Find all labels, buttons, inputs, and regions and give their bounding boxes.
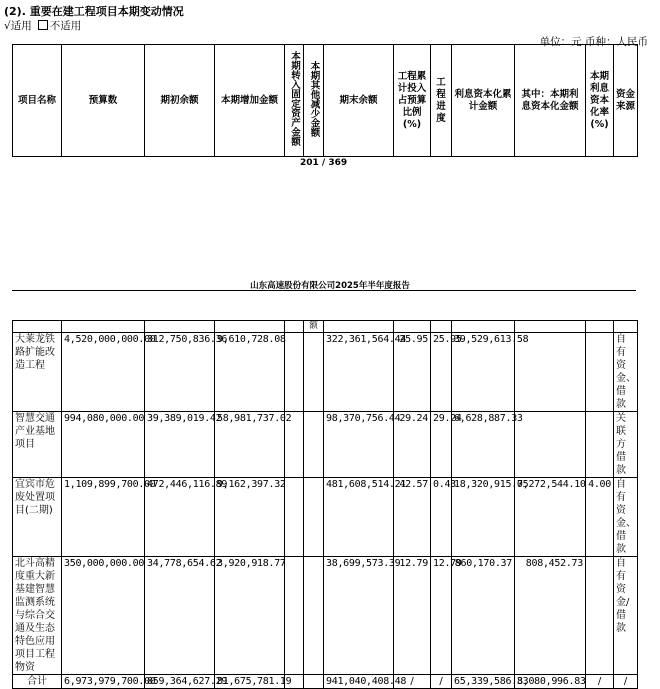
cell-closing: 481,608,514.21 bbox=[324, 478, 394, 557]
cell-name: 合计 bbox=[13, 675, 62, 689]
cell-source: 自有资金、借款 bbox=[614, 478, 638, 557]
not-applicable-option: 不适用 bbox=[49, 20, 82, 32]
cell-source: / bbox=[614, 675, 638, 689]
table-row bbox=[13, 557, 638, 675]
header-table bbox=[12, 44, 638, 157]
continuation-cell: 额 bbox=[304, 321, 324, 333]
header-period-interest: 其中：本期利息资本化金额 bbox=[515, 45, 586, 157]
cell-rate bbox=[586, 557, 614, 675]
cell-opening: 472,446,116.89 bbox=[145, 478, 215, 557]
cell-name: 大莱龙铁路扩能改造工程 bbox=[13, 333, 62, 412]
cell-name: 宜宾市危废处置项目(二期) bbox=[13, 478, 62, 557]
cell-cum-interest: 18,320,915.05 bbox=[452, 478, 515, 557]
applicable-option: √适用 bbox=[4, 20, 32, 32]
cell-name: 北斗高精度重大新基建智慧监测系统与综合交通及生态特色应用项目工程物资 bbox=[13, 557, 62, 675]
cell-period-interest: 808,452.73 bbox=[515, 557, 586, 675]
cell-ratio: 25.95 bbox=[394, 333, 431, 412]
cell-opening: 859,364,627.29 bbox=[145, 675, 215, 689]
cell-rate bbox=[586, 412, 614, 478]
cell-other bbox=[304, 478, 324, 557]
cell-increase: 58,981,737.02 bbox=[215, 412, 285, 478]
cell-budget: 350,000,000.00 bbox=[62, 557, 145, 675]
cell-other bbox=[304, 412, 324, 478]
cell-increase: 9,162,397.32 bbox=[215, 478, 285, 557]
header-rule bbox=[12, 290, 636, 291]
data-table bbox=[12, 320, 638, 689]
cell-budget: 4,520,000,000.00 bbox=[62, 333, 145, 412]
cell-transfer bbox=[285, 478, 304, 557]
cell-opening: 39,389,019.42 bbox=[145, 412, 215, 478]
cell-closing: 98,370,756.44 bbox=[324, 412, 394, 478]
cell-budget: 1,109,899,700.00 bbox=[62, 478, 145, 557]
cell-progress: 12.79 bbox=[431, 557, 452, 675]
cell-rate: 4.00 bbox=[586, 478, 614, 557]
cell-progress: / bbox=[431, 675, 452, 689]
cell-source: 自有资金/借款 bbox=[614, 557, 638, 675]
cell-period-interest: 7,272,544.10 bbox=[515, 478, 586, 557]
cell-other bbox=[304, 675, 324, 689]
header-closing-balance: 期末余额 bbox=[324, 45, 394, 157]
cell-other bbox=[304, 333, 324, 412]
header-budget: 预算数 bbox=[62, 45, 145, 157]
cell-closing: 941,040,408.48 bbox=[324, 675, 394, 689]
page-number: 201 / 369 bbox=[300, 158, 348, 168]
cell-ratio: / bbox=[394, 675, 431, 689]
header-increase: 本期增加金额 bbox=[215, 45, 285, 157]
cell-budget: 994,080,000.00 bbox=[62, 412, 145, 478]
cell-rate bbox=[586, 333, 614, 412]
header-transfer-fixed-assets bbox=[285, 45, 304, 157]
cell-cum-interest: 6,628,887.33 bbox=[452, 412, 515, 478]
cell-period-interest bbox=[515, 412, 586, 478]
cell-cum-interest: 860,170.37 bbox=[452, 557, 515, 675]
cell-other bbox=[304, 557, 324, 675]
report-header: 山东高速股份有限公司2025年半年度报告 bbox=[250, 281, 410, 291]
header-cum-interest: 利息资本化累计金额 bbox=[452, 45, 515, 157]
header-invest-ratio: 工程累计投入占预算比例(%) bbox=[394, 45, 431, 157]
header-other-decrease bbox=[304, 45, 324, 157]
header-other-decrease-text: 本期其他减少金额 bbox=[308, 60, 320, 137]
cell-ratio: 12.79 bbox=[394, 557, 431, 675]
continuation-row bbox=[13, 321, 638, 333]
table-row bbox=[13, 412, 638, 478]
cell-progress: 0.43 bbox=[431, 478, 452, 557]
cell-rate: / bbox=[586, 675, 614, 689]
header-fund-source: 资金来源 bbox=[614, 45, 638, 157]
header-opening-balance: 期初余额 bbox=[145, 45, 215, 157]
unchecked-box-icon bbox=[38, 20, 48, 30]
total-row bbox=[13, 675, 638, 689]
cell-ratio: 42.57 bbox=[394, 478, 431, 557]
cell-opening: 312,750,836.36 bbox=[145, 333, 215, 412]
cell-budget: 6,973,979,700.00 bbox=[62, 675, 145, 689]
cell-transfer bbox=[285, 557, 304, 675]
cell-source: 自有资金、借款 bbox=[614, 333, 638, 412]
cell-increase: 9,610,728.08 bbox=[215, 333, 285, 412]
cell-progress: 25.95 bbox=[431, 333, 452, 412]
section-title: (2). 重要在建工程项目本期变动情况 bbox=[4, 5, 184, 18]
cell-transfer bbox=[285, 333, 304, 412]
cell-name: 智慧交通产业基地项目 bbox=[13, 412, 62, 478]
cell-increase: 3,920,918.77 bbox=[215, 557, 285, 675]
header-transfer-text: 本期转入固定资产金额 bbox=[289, 51, 300, 146]
cell-ratio: 29.24 bbox=[394, 412, 431, 478]
cell-closing: 322,361,564.44 bbox=[324, 333, 394, 412]
table-row bbox=[13, 333, 638, 412]
cell-closing: 38,699,573.39 bbox=[324, 557, 394, 675]
header-progress: 工程进度 bbox=[431, 45, 452, 157]
header-project-name: 项目名称 bbox=[13, 45, 62, 157]
unit-currency-line: 单位：元 币种：人民币 bbox=[539, 36, 648, 48]
cell-source: 关联方借款 bbox=[614, 412, 638, 478]
header-interest-rate: 本期利息资本化率(%) bbox=[586, 45, 614, 157]
cell-increase: 81,675,781.19 bbox=[215, 675, 285, 689]
cell-cum-interest: 65,339,586.33 bbox=[452, 675, 515, 689]
cell-cum-interest: 39,529,613.58 bbox=[452, 333, 515, 412]
applicability-options bbox=[4, 18, 81, 33]
table-row bbox=[13, 478, 638, 557]
cell-period-interest: 8,080,996.83 bbox=[515, 675, 586, 689]
cell-progress: 29.24 bbox=[431, 412, 452, 478]
cell-opening: 34,778,654.62 bbox=[145, 557, 215, 675]
